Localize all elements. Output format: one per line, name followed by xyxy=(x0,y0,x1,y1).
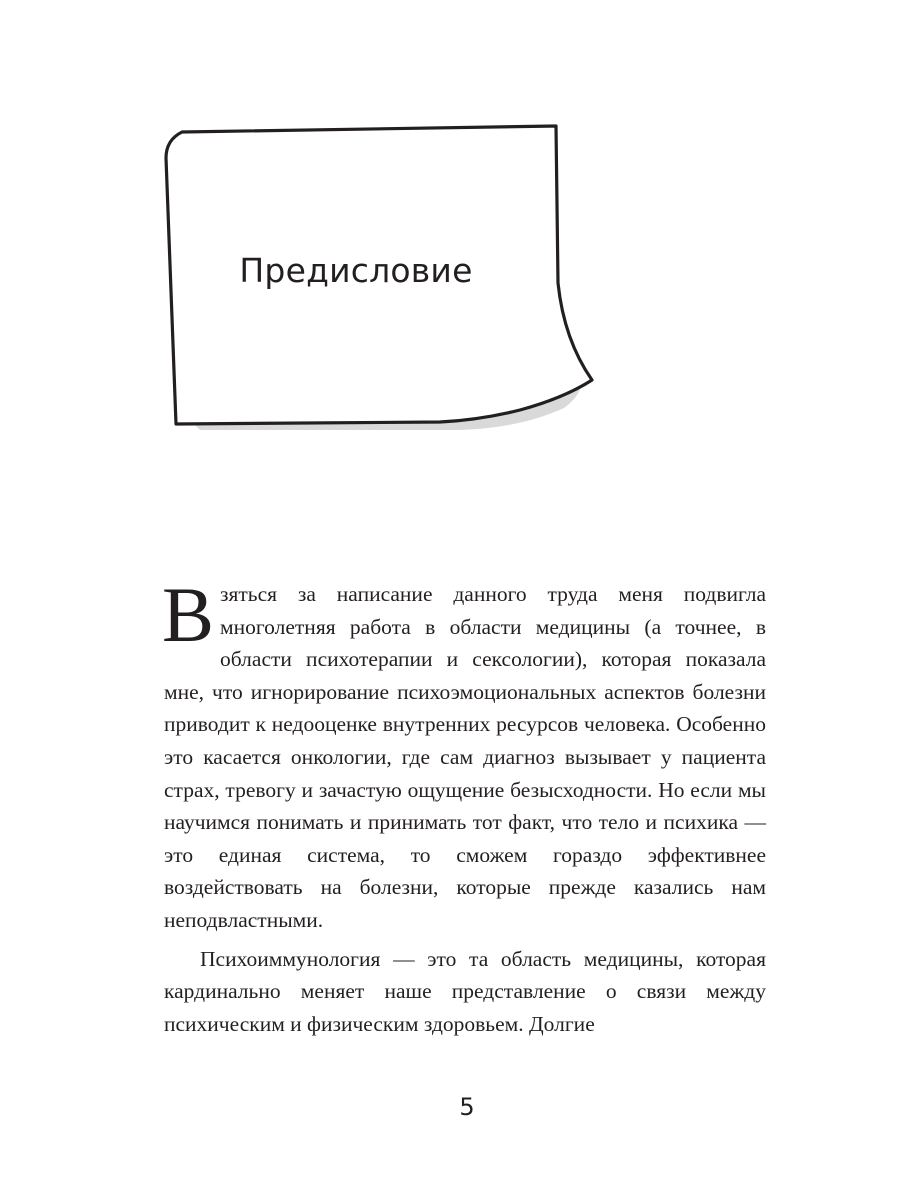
drop-cap: В xyxy=(162,571,215,658)
body-text xyxy=(162,571,766,1040)
paragraph-1 xyxy=(162,571,766,937)
page-number: 5 xyxy=(459,1093,475,1121)
paragraph-1-text: зяться за написание данного труда меня подвигла многолетняя работа в области медицины (а точнее, в области психотерапии и сексологии), которая показала мне, что игнорирование психоэмоциональных аспектов болезни приводит к недооценке внутренних ресурсов человека. Особенно это касается онкологии, где сам диагноз вызывает у пациента страх, тревогу и зачастую ощущение безысходности. Но если мы научимся понимать и принимать тот факт, что тело и психика — это единая система, то сможем гораздо эффективнее воздействовать на болезни, которые прежде казались нам неподвластными. xyxy=(164,582,766,932)
paragraph-2: Психоиммунология — это та область медицины, которая кардинально меняет наше представление о связи между психическим и физическим здоровьем. Долгие xyxy=(164,946,766,1036)
chapter-title-card xyxy=(160,118,600,438)
chapter-title: Предисловие xyxy=(239,251,473,290)
